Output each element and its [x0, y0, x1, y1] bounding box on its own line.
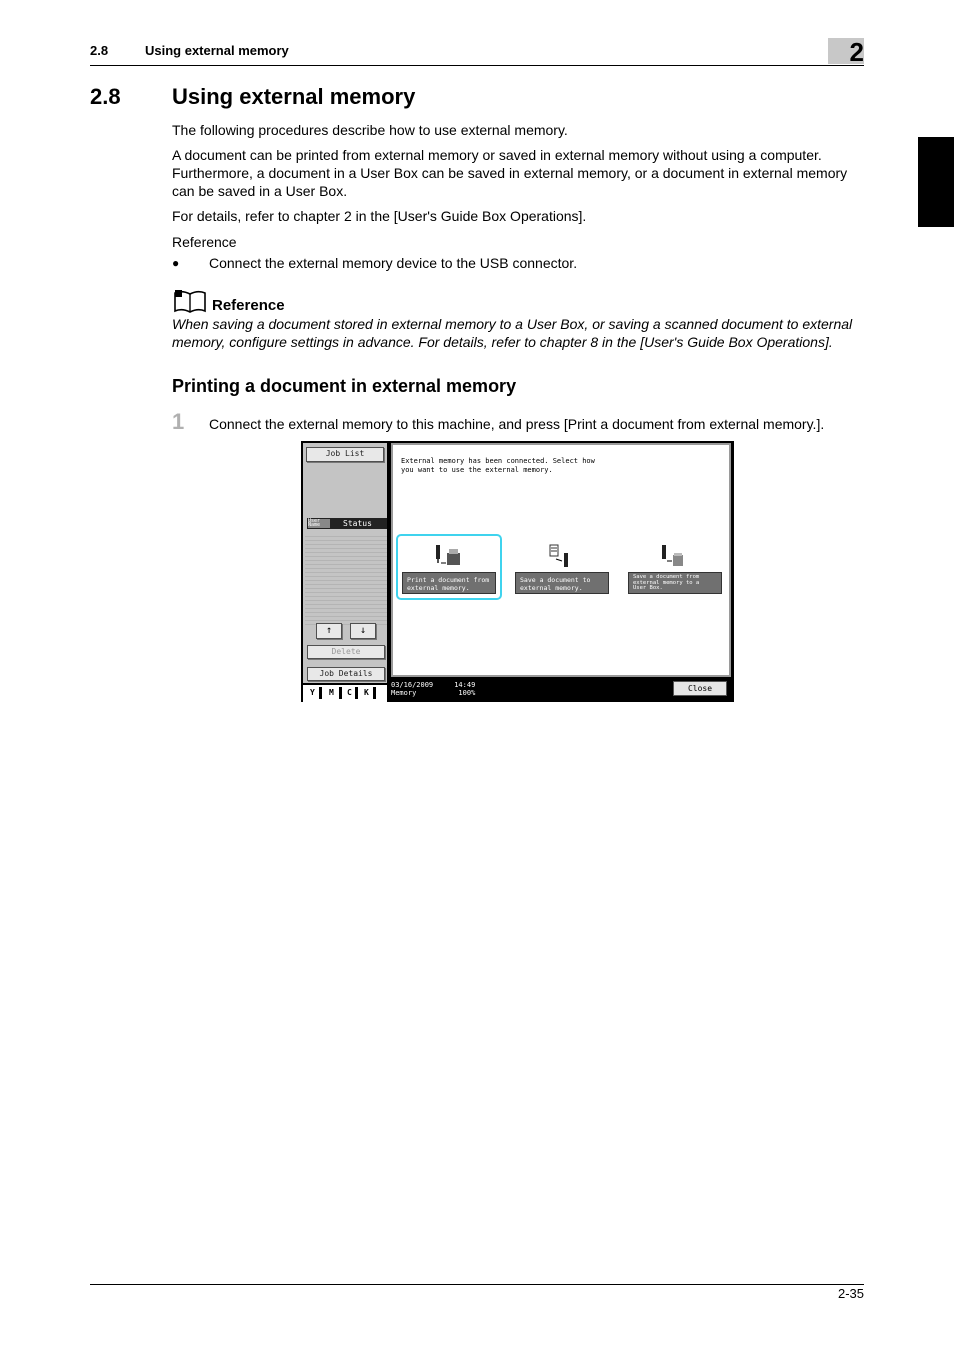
job-list-area: [305, 533, 387, 628]
description-paragraph: A document can be printed from external memory or saved in external memory without using a computer. Furthermore, a document in a User Box can be saved in external memory, or a document in external memory can be saved in a User Box.: [172, 147, 848, 199]
toner-y: Y: [310, 688, 315, 697]
status-label: Status: [343, 519, 372, 528]
chapter-thumb-tab: [918, 137, 954, 227]
intro-paragraph: The following procedures describe how to use external memory.: [172, 122, 568, 138]
left-panel: [303, 443, 387, 683]
header-rule: [90, 65, 864, 66]
section-title: Using external memory: [172, 84, 416, 109]
section-number: 2.8: [90, 84, 121, 109]
scroll-up-button[interactable]: ↑: [316, 623, 342, 639]
usb-to-printer-icon: [433, 543, 463, 569]
header-section-number: 2.8: [90, 43, 109, 58]
book-icon: [173, 289, 207, 313]
usb-to-box-icon: [659, 543, 689, 569]
step-number: 1: [172, 409, 185, 434]
subsection-title: Printing a document in external memory: [172, 376, 517, 396]
bullet-symbol: ●: [172, 256, 180, 270]
details-paragraph: For details, refer to chapter 2 in the [User's Guide Box Operations].: [172, 208, 587, 224]
reference-label: Reference: [172, 234, 237, 250]
bullet-item: Connect the external memory device to the USB connector.: [209, 255, 578, 271]
chapter-number: 2: [849, 37, 864, 67]
status-bar: [307, 518, 387, 529]
user-name-label: User Name: [308, 519, 330, 528]
toner-k: K: [364, 688, 369, 697]
print-from-external-memory-button[interactable]: Print a document from external memory.: [402, 572, 496, 594]
job-list-button[interactable]: Job List: [306, 447, 384, 462]
delete-button[interactable]: Delete: [307, 645, 385, 659]
bottom-bar: [391, 677, 734, 702]
footer-rule: [90, 1284, 864, 1285]
save-to-external-memory-button[interactable]: Save a document to external memory.: [515, 572, 609, 594]
reference-heading: Reference: [212, 297, 285, 314]
page-number: 2-35: [837, 1286, 864, 1301]
scroll-down-button[interactable]: ↓: [350, 623, 376, 639]
close-button[interactable]: Close: [673, 681, 727, 696]
header-section-title: Using external memory: [145, 43, 289, 58]
control-panel-screenshot: [301, 441, 734, 702]
step-text: Connect the external memory to this machine, and press [Print a document from external memory.].: [209, 416, 825, 432]
document-to-usb-icon: [546, 543, 576, 569]
date-time-memory: 03/16/2009 14:49 Memory 100%: [391, 681, 476, 697]
toner-indicator: [303, 685, 387, 702]
reference-text: When saving a document stored in external memory to a User Box, or saving a scanned document to external memory, configure settings in advance. For details, refer to chapter 8 in the [User's Guide Box Operations].: [172, 316, 853, 350]
toner-c: C: [347, 688, 352, 697]
job-details-button[interactable]: Job Details: [307, 667, 385, 681]
save-to-user-box-button[interactable]: Save a document from external memory to a User Box.: [628, 572, 722, 594]
toner-m: M: [329, 688, 334, 697]
connection-message: External memory has been connected. Select how you want to use the external memory.: [401, 457, 595, 474]
main-screen: [391, 443, 731, 677]
